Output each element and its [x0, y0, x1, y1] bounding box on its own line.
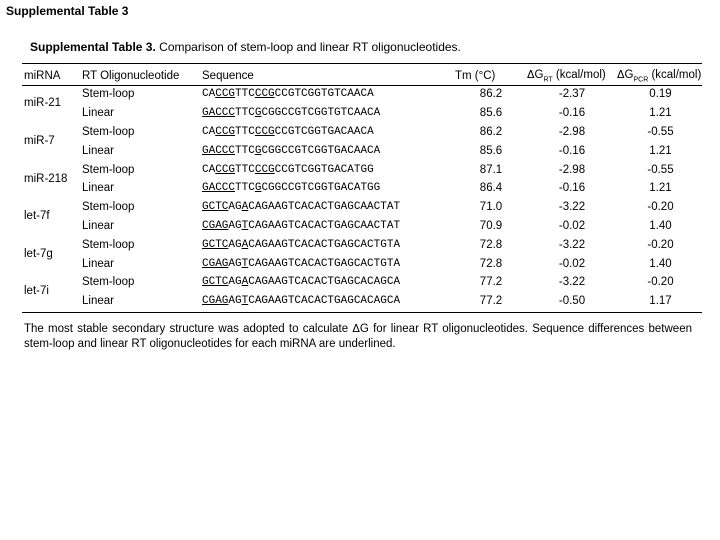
- cell-sequence: [202, 123, 455, 142]
- sequence-diff-segment: CCG: [215, 88, 236, 101]
- cell-sequence: [202, 179, 455, 198]
- sequence-diff-segment: G: [254, 182, 262, 195]
- header-sequence: Sequence: [202, 69, 254, 82]
- table-body: [22, 85, 704, 311]
- table-row: [22, 179, 704, 198]
- cell-tm: 85.6: [479, 144, 503, 157]
- cell-gpcr: 1.21: [649, 182, 672, 195]
- cell-grt: -0.16: [558, 144, 586, 157]
- sequence-diff-segment: CCG: [215, 125, 236, 138]
- sequence-diff-segment: GACCC: [202, 182, 236, 195]
- sequence-diff-segment: T: [241, 219, 249, 232]
- sequence-segment: CGGCCGTCGGTGACAACA: [261, 144, 381, 157]
- cell-oligo-type: Stem-loop: [82, 163, 135, 176]
- cell-gpcr: -0.55: [647, 125, 674, 138]
- sequence-diff-segment: GACCC: [202, 144, 236, 157]
- sequence-segment: CGGCCGTCGGTGACATGG: [261, 182, 381, 195]
- sequence-diff-segment: T: [241, 257, 249, 270]
- caption-text: Comparison of stem-loop and linear RT oligonucleotides.: [155, 40, 461, 54]
- sequence-segment: TTC: [235, 144, 255, 157]
- cell-tm: 86.2: [479, 125, 503, 138]
- cell-grt: -0.02: [558, 257, 586, 270]
- cell-mirna: [22, 198, 82, 223]
- cell-oligo-type: Linear: [82, 257, 114, 270]
- sequence-segment: CCGTCGGTGTCAACA: [274, 88, 374, 101]
- table-row: [22, 273, 704, 292]
- table-bottom-rule: [22, 312, 702, 313]
- table-header-row: [22, 66, 704, 85]
- cell-grt: -2.98: [558, 163, 586, 176]
- sequence-diff-segment: T: [241, 295, 249, 308]
- cell-oligo-type: Linear: [82, 219, 114, 232]
- mirna-label: let-7i: [24, 285, 49, 298]
- table-row: [22, 217, 704, 236]
- cell-sequence: [202, 141, 455, 160]
- cell-sequence: [202, 198, 455, 217]
- header-mirna: miRNA: [24, 69, 61, 82]
- cell-gpcr: -0.20: [647, 201, 674, 214]
- header-grt: $\Delta G_{RT}$ (kcal/mol): [527, 67, 606, 84]
- cell-grt: -0.02: [558, 219, 586, 232]
- sequence-segment: TTC: [235, 88, 255, 101]
- mirna-label: miR-218: [24, 172, 68, 185]
- cell-grt: -3.22: [558, 238, 586, 251]
- sequence-segment: AG: [228, 238, 242, 251]
- table-top-rule: [22, 63, 702, 64]
- cell-mirna: [22, 235, 82, 260]
- cell-grt: -0.16: [558, 107, 586, 120]
- cell-sequence: [202, 273, 455, 292]
- cell-tm: 77.2: [479, 276, 503, 289]
- cell-sequence: [202, 292, 455, 311]
- cell-gpcr: 1.21: [649, 107, 672, 120]
- sequence-segment: C: [202, 125, 209, 138]
- sequence-diff-segment: CGAG: [202, 295, 229, 308]
- cell-oligo-type: Linear: [82, 144, 114, 157]
- sequence-segment: TTC: [235, 125, 255, 138]
- sequence-segment: CAGAAGTCACACTGAGCACTGTA: [248, 257, 401, 270]
- table-row: [22, 235, 704, 254]
- table-row: [22, 104, 704, 123]
- caption-label: Supplemental Table 3.: [30, 40, 156, 54]
- table-row: [22, 254, 704, 273]
- sequence-segment: CCGTCGGTGACATGG: [274, 163, 374, 176]
- sequence-segment: C: [202, 163, 209, 176]
- table-caption: [30, 40, 461, 54]
- cell-gpcr: 1.40: [649, 257, 672, 270]
- sequence-segment: TTC: [235, 107, 255, 120]
- cell-tm: 71.0: [479, 201, 503, 214]
- cell-sequence: [202, 85, 455, 104]
- sequence-segment: CAGAAGTCACACTGAGCAACTAT: [248, 219, 401, 232]
- cell-tm: 86.4: [479, 182, 503, 195]
- cell-gpcr: -0.20: [647, 276, 674, 289]
- table-row: [22, 85, 704, 104]
- cell-oligo-type: Stem-loop: [82, 238, 135, 251]
- cell-gpcr: 0.19: [649, 88, 672, 101]
- sequence-segment: AG: [228, 257, 242, 270]
- sequence-segment: CGGCCGTCGGTGTCAACA: [261, 107, 381, 120]
- cell-grt: -3.22: [558, 276, 586, 289]
- sequence-segment: AG: [228, 201, 242, 214]
- cell-grt: -2.98: [558, 125, 586, 138]
- comparison-table: [22, 66, 704, 311]
- sequence-segment: CAGAAGTCACACTGAGCACAGCA: [248, 276, 401, 289]
- cell-oligo-type: Linear: [82, 182, 114, 195]
- sequence-segment: A: [208, 163, 216, 176]
- sequence-segment: AG: [228, 219, 242, 232]
- sequence-diff-segment: CGAG: [202, 219, 229, 232]
- sequence-diff-segment: GACCC: [202, 107, 236, 120]
- page-title: Supplemental Table 3: [6, 4, 129, 18]
- cell-sequence: [202, 235, 455, 254]
- cell-tm: 77.2: [479, 295, 503, 308]
- mirna-label: miR-7: [24, 134, 55, 147]
- sequence-diff-segment: GCTC: [202, 276, 229, 289]
- cell-tm: 87.1: [479, 163, 503, 176]
- sequence-diff-segment: CCG: [215, 163, 236, 176]
- sequence-segment: TTC: [235, 163, 255, 176]
- cell-grt: -0.50: [558, 295, 586, 308]
- cell-tm: 86.2: [479, 88, 503, 101]
- cell-tm: 72.8: [479, 257, 503, 270]
- sequence-segment: A: [208, 88, 216, 101]
- cell-grt: -0.16: [558, 182, 586, 195]
- sequence-diff-segment: A: [241, 276, 249, 289]
- table-footnote: The most stable secondary structure was adopted to calculate ΔG for linear RT oligonucleotides. Sequence differences between stem-loop and linear RT oligonucleotides for each miRNA are underlined.: [24, 322, 692, 350]
- cell-sequence: [202, 160, 455, 179]
- table-row: [22, 292, 704, 311]
- cell-tm: 70.9: [479, 219, 503, 232]
- mirna-label: miR-21: [24, 97, 62, 110]
- sequence-diff-segment: G: [254, 107, 262, 120]
- sequence-segment: CCGTCGGTGACAACA: [274, 125, 374, 138]
- cell-mirna: [22, 273, 82, 298]
- cell-oligo-type: Linear: [82, 107, 114, 120]
- cell-oligo-type: Linear: [82, 295, 114, 308]
- mirna-label: let-7f: [24, 210, 50, 223]
- sequence-diff-segment: CGAG: [202, 257, 229, 270]
- cell-oligo-type: Stem-loop: [82, 201, 135, 214]
- cell-gpcr: -0.55: [647, 163, 674, 176]
- cell-grt: -2.37: [558, 88, 586, 101]
- table-row: [22, 141, 704, 160]
- sequence-segment: A: [208, 125, 216, 138]
- sequence-segment: CAGAAGTCACACTGAGCACTGTA: [248, 238, 401, 251]
- cell-tm: 85.6: [479, 107, 503, 120]
- header-gpcr: $\Delta G_{PCR}$ (kcal/mol): [617, 67, 702, 84]
- sequence-segment: AG: [228, 276, 242, 289]
- cell-oligo-type: Stem-loop: [82, 88, 135, 101]
- cell-sequence: [202, 217, 455, 236]
- sequence-diff-segment: A: [241, 238, 249, 251]
- cell-tm: 72.8: [479, 238, 503, 251]
- cell-mirna: [22, 160, 82, 185]
- cell-mirna: [22, 85, 82, 110]
- sequence-segment: TTC: [235, 182, 255, 195]
- sequence-diff-segment: CCG: [254, 125, 275, 138]
- cell-gpcr: 1.21: [649, 144, 672, 157]
- sequence-diff-segment: CCG: [254, 163, 275, 176]
- sequence-diff-segment: A: [241, 201, 249, 214]
- sequence-segment: CAGAAGTCACACTGAGCACAGCA: [248, 295, 401, 308]
- sequence-segment: C: [202, 88, 209, 101]
- sequence-segment: CAGAAGTCACACTGAGCAACTAT: [248, 201, 401, 214]
- table-row: [22, 160, 704, 179]
- cell-oligo-type: Stem-loop: [82, 125, 135, 138]
- header-tm: Tm (°C): [455, 69, 496, 82]
- cell-sequence: [202, 104, 455, 123]
- sequence-diff-segment: CCG: [254, 88, 275, 101]
- cell-gpcr: 1.17: [649, 295, 672, 308]
- cell-gpcr: -0.20: [647, 238, 674, 251]
- mirna-label: let-7g: [24, 247, 53, 260]
- cell-grt: -3.22: [558, 201, 586, 214]
- header-oligo: RT Oligonucleotide: [82, 69, 180, 82]
- sequence-diff-segment: GCTC: [202, 238, 229, 251]
- cell-sequence: [202, 254, 455, 273]
- table-row: [22, 198, 704, 217]
- sequence-diff-segment: GCTC: [202, 201, 229, 214]
- cell-oligo-type: Stem-loop: [82, 276, 135, 289]
- cell-gpcr: 1.40: [649, 219, 672, 232]
- table-row: [22, 123, 704, 142]
- cell-mirna: [22, 123, 82, 147]
- sequence-segment: AG: [228, 295, 242, 308]
- sequence-diff-segment: G: [254, 144, 262, 157]
